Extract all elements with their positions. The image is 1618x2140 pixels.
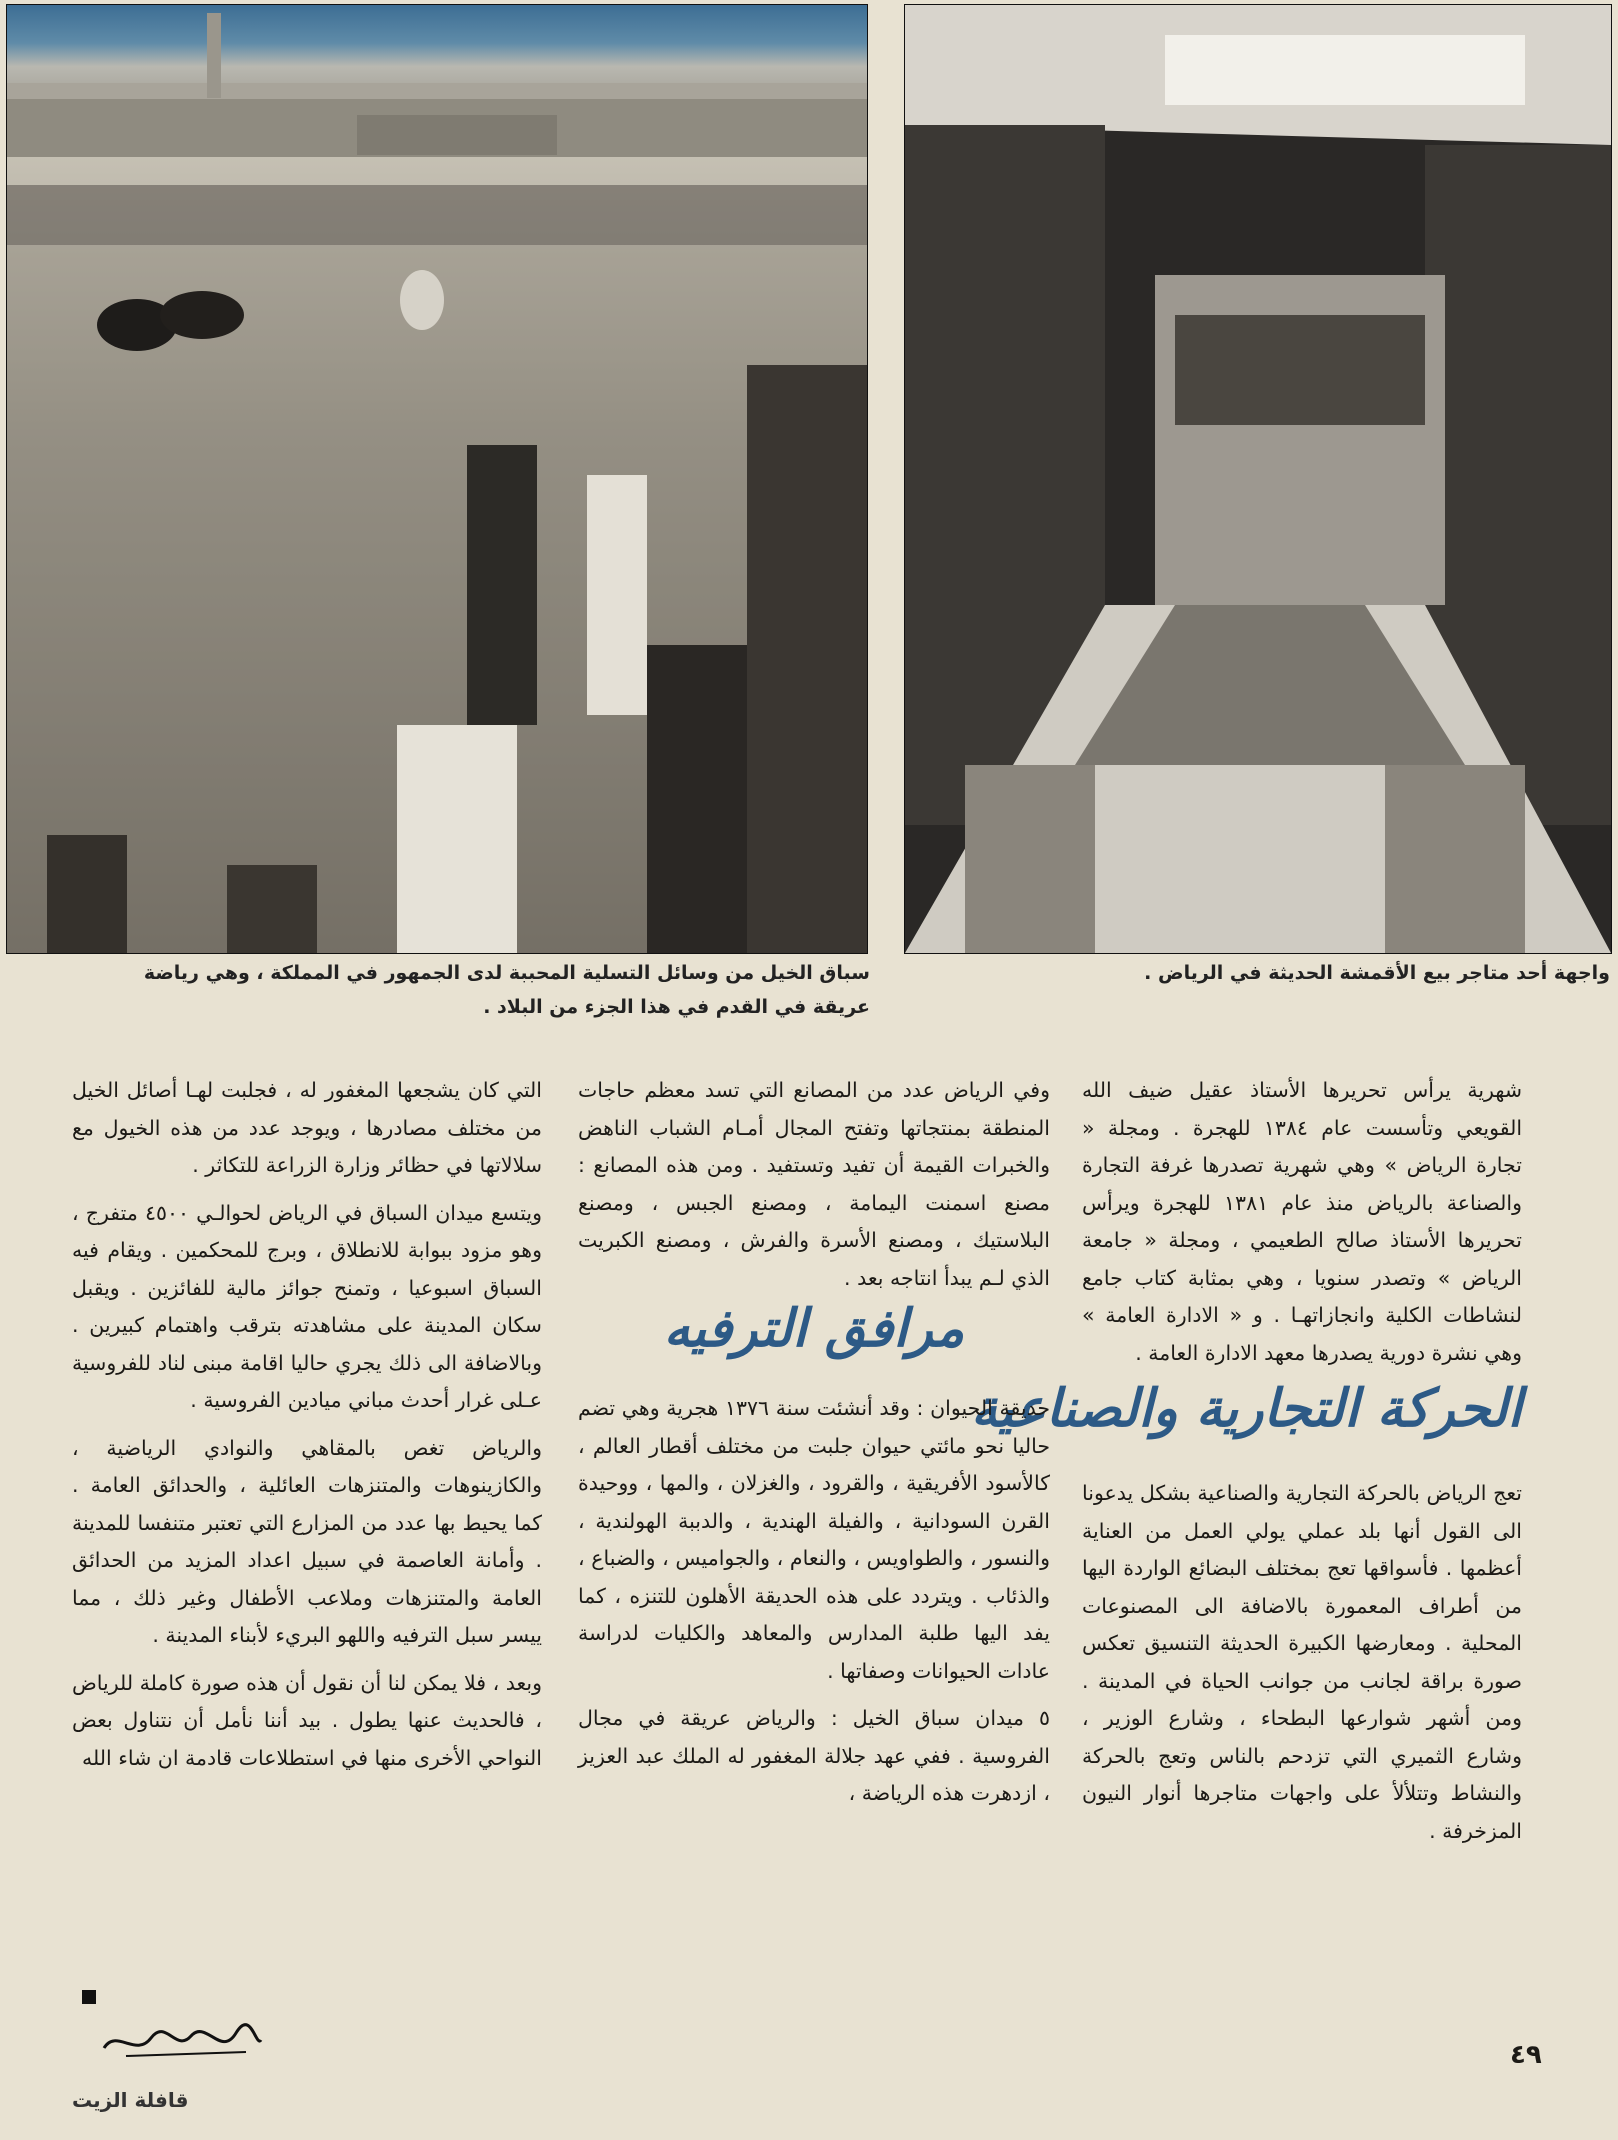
section-heading-commerce: الحركة التجارية والصناعية: [971, 1378, 1522, 1439]
middle-column-body: [578, 1390, 1050, 1813]
left-paragraph-2: ويتسع ميدان السباق في الرياض لحوالـي ٤٥٠٠ متفرج ، وهو مزود ببوابة للانطلاق ، وبرج للمحكمين . ويقام فيه السباق اسبوعيا ، وتمنح جوائز مالية للفائزين . ويقبل سكان المدينة على مشاهدته بترقب واهتمام كبيرين . وبالاضافة الى ذلك يجري حاليا اقامة مبنى لناد للفروسية عـلى غرار أحدث مباني ميادين الفروسية .: [72, 1200, 543, 1412]
section-heading-recreation: مرافق الترفيه: [663, 1298, 965, 1359]
horse-race-caption-line2: عريقة في القدم في هذا الجزء من البلاد .: [483, 996, 870, 1018]
store-front-illustration: [905, 5, 1611, 953]
left-paragraph-3: والرياض تغص بالمقاهي والنوادي الرياضية ، والكازينوهات والمتنزهات العائلية ، والحدائق العامة . كما يحيط بها عدد من المزارع التي تعتبر متنفسا للمدينة . وأمانة العاصمة في سبيل اعداد المزيد من الحدائق العامة والمتنزهات وملاعب الأطفال وغير ذلك ، مما ييسر سبل الترفيه واللهو البريء لأبناء المدينة .: [72, 1435, 542, 1647]
right-column-commerce-text: تعج الرياض بالحركة التجارية والصناعية بشكل يدعونا الى القول أنها بلد عملي يولي العمل من العناية أعظمها . فأسواقها تعج بمختلف البضائع الواردة اليها من أطراف المعمورة بالاضافة الى المصنوعات المحلية . ومعارضها الكبيرة الحديثة التنسيق تعكس صورة براقة لجانب من جوانب الحياة في المدينة . ومن أشهر شوارعها البطحاء ، وشارع الوزير ، وشارع الثميري التي تزدحم بالناس وتعج بالحركة والنشاط وتتلألأ على واجهات متاجرها أنوار النيون المزخرفة .: [1082, 1481, 1522, 1843]
left-column: [72, 1072, 542, 1777]
right-column-intro: شهرية يرأس تحريرها الأستاذ عقيل ضيف الله القويعي وتأسست عام ١٣٨٤ للهجرة . ومجلة « تجارة الرياض » وهي شهرية تصدرها غرفة التجارة والصناعة بالرياض منذ عام ١٣٨١ للهجرة ويرأس تحريرها الأستاذ صالح الطعيمي ، ومجلة « جامعة الرياض » وتصدر سنويا ، وهي بمثابة كتاب جامع لنشاطات الكلية وانجازاتهـا . و « الادارة العامة » وهي نشرة دورية يصدرها معهد الادارة العامة .: [1082, 1078, 1523, 1365]
left-paragraph-4: وبعد ، فلا يمكن لنا أن نقول أن هذه صورة كاملة للرياض ، فالحديث عنها يطول . بيد أننا نأمل أن نتناول بعض النواحي الأخرى منها في استطلاعات قادمة ان شاء الله: [72, 1670, 542, 1770]
fabric-store-photo: [904, 4, 1612, 954]
middle-column: [578, 1072, 1050, 1297]
store-caption: واجهة أحد متاجر بيع الأقمشة الحديثة في الرياض .: [1144, 962, 1610, 984]
left-paragraph-1: التي كان يشجعها المغفور له ، فجلبت لهـا أصائل الخيل من مختلف مصادرها ، ويوجد عدد من هذه الخيول مع سلالاتها في حظائر وزارة الزراعة للتكاثر .: [72, 1078, 542, 1177]
right-column-body: [1082, 1475, 1522, 1850]
magazine-name: قافلة الزيت: [72, 2088, 189, 2112]
horse-race-illustration: [7, 5, 867, 953]
horse-race-caption: [70, 956, 870, 1024]
racing-paragraph: ٥ ميدان سباق الخيل : والرياض عريقة في مجال الفروسية . ففي عهد جلالة المغفور له الملك عبد العزيز ، ازدهرت هذه الرياضة ،: [578, 1706, 1050, 1805]
author-signature: [96, 2018, 266, 2068]
zoo-paragraph: حديقة الحيوان : وقد أنشئت سنة ١٣٧٦ هجرية وهي تضم حاليا نحو مائتي حيوان جلبت من مختلف أقطار العالم ، كالأسود الأفريقية ، والقرود ، والغزلان ، والمها ، ووحيدة القرن السودانية ، والفيلة الهندية ، والدببة الهولندية ، والنسور ، والطواويس ، والنعام ، والجواميس ، والضباع ، والذئاب . ويتردد على هذه الحديقة الأهلون للتنزه ، كما يفد اليها طلبة المدارس والمعاهد والكليات لدراسة عادات الحيوانات وصفاتها .: [578, 1396, 1050, 1683]
horse-race-photo: [6, 4, 868, 954]
article-end-mark: [82, 1990, 96, 2004]
page-number: ٤٩: [1510, 2040, 1542, 2070]
right-column: [1082, 1072, 1522, 1372]
middle-column-intro: وفي الرياض عدد من المصانع التي تسد معظم حاجات المنطقة بمنتجاتها وتفتح المجال أمـام الشباب الناهض والخبرات القيمة أن تفيد وتستفيد . ومن هذه المصانع : مصنع اسمنت اليمامة ، ومصنع الجبس ، ومصنع البلاستيك ، ومصنع الأسرة والفرش ، ومصنع الكبريت الذي لـم يبدأ انتاجه بعد .: [578, 1078, 1050, 1290]
horse-race-caption-line1: سباق الخيل من وسائل التسلية المحببة لدى الجمهور في المملكة ، وهي رياضة: [143, 962, 870, 984]
